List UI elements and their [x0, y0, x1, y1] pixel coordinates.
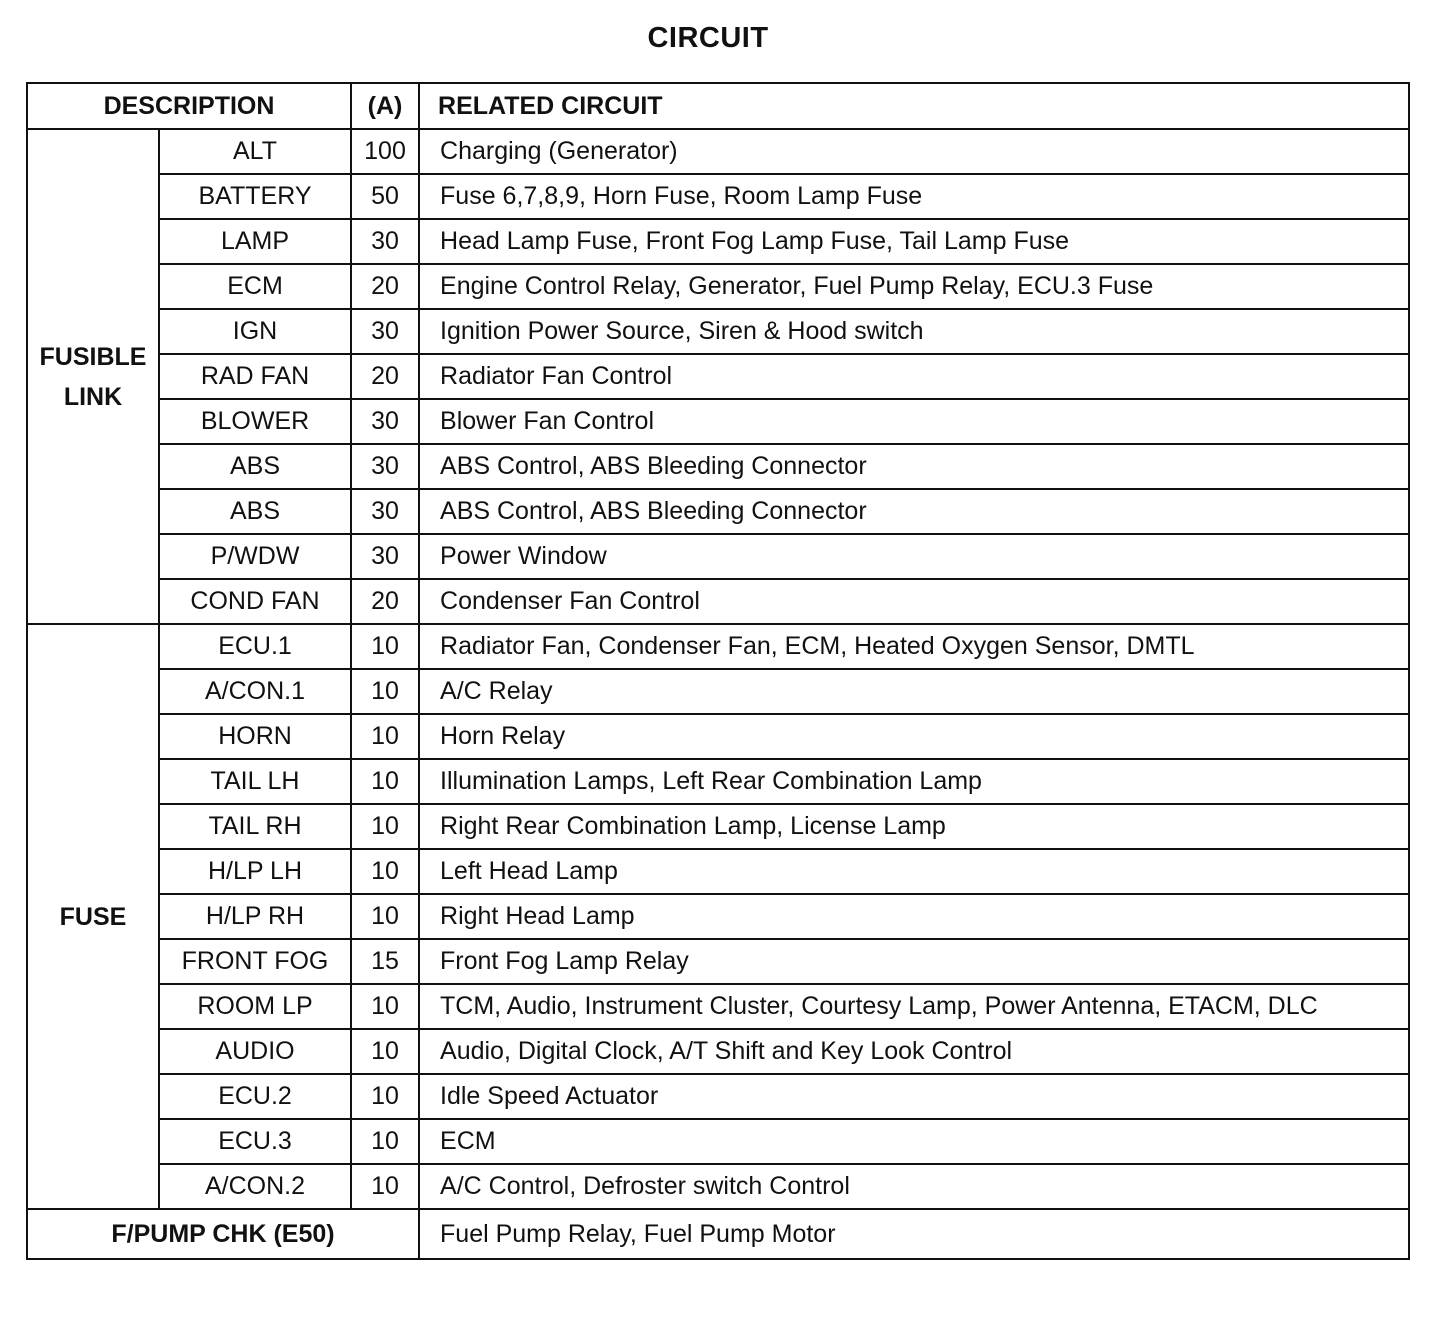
table-row [27, 624, 1409, 669]
fuse-name: ROOM LP [159, 984, 351, 1029]
ampere-value: 10 [351, 714, 419, 759]
table-row [27, 894, 1409, 939]
fuse-name: COND FAN [159, 579, 351, 624]
related-circuit: Right Head Lamp [419, 894, 1409, 939]
header-related-circuit: RELATED CIRCUIT [419, 83, 1409, 129]
fuse-name: LAMP [159, 219, 351, 264]
fuse-name: H/LP RH [159, 894, 351, 939]
related-circuit: A/C Control, Defroster switch Control [419, 1164, 1409, 1209]
related-circuit: Front Fog Lamp Relay [419, 939, 1409, 984]
fuse-name: H/LP LH [159, 849, 351, 894]
ampere-value: 10 [351, 894, 419, 939]
related-circuit: Right Rear Combination Lamp, License Lamp [419, 804, 1409, 849]
related-circuit: Fuse 6,7,8,9, Horn Fuse, Room Lamp Fuse [419, 174, 1409, 219]
fuse-name: BATTERY [159, 174, 351, 219]
ampere-value: 10 [351, 804, 419, 849]
group-label-line: FUSIBLE [39, 342, 147, 371]
table-row [27, 399, 1409, 444]
table-row [27, 714, 1409, 759]
ampere-value: 15 [351, 939, 419, 984]
table-row [27, 354, 1409, 399]
related-circuit: ECM [419, 1119, 1409, 1164]
table-row [27, 534, 1409, 579]
group-label [27, 129, 159, 624]
ampere-value: 30 [351, 489, 419, 534]
related-circuit: Illumination Lamps, Left Rear Combination Lamp [419, 759, 1409, 804]
ampere-value: 10 [351, 669, 419, 714]
related-circuit: Charging (Generator) [419, 129, 1409, 174]
related-circuit: Head Lamp Fuse, Front Fog Lamp Fuse, Tail Lamp Fuse [419, 219, 1409, 264]
ampere-value: 30 [351, 309, 419, 354]
footer-row [27, 1209, 1409, 1259]
group-label-line: LINK [63, 382, 123, 411]
related-circuit: Audio, Digital Clock, A/T Shift and Key Look Control [419, 1029, 1409, 1074]
fuse-name: ECM [159, 264, 351, 309]
table-row [27, 1119, 1409, 1164]
ampere-value: 10 [351, 1164, 419, 1209]
header-description: DESCRIPTION [27, 83, 351, 129]
table-row [27, 1164, 1409, 1209]
page-title: CIRCUIT [647, 22, 769, 54]
fuse-name: A/CON.2 [159, 1164, 351, 1209]
related-circuit: Condenser Fan Control [419, 579, 1409, 624]
ampere-value: 20 [351, 354, 419, 399]
related-circuit: Idle Speed Actuator [419, 1074, 1409, 1119]
related-circuit: Radiator Fan, Condenser Fan, ECM, Heated Oxygen Sensor, DMTL [419, 624, 1409, 669]
table-row [27, 219, 1409, 264]
related-circuit: ABS Control, ABS Bleeding Connector [419, 444, 1409, 489]
group-label [27, 624, 159, 1209]
ampere-value: 10 [351, 1119, 419, 1164]
fuse-name: ALT [159, 129, 351, 174]
table-row [27, 129, 1409, 174]
table-row [27, 939, 1409, 984]
footer-description: F/PUMP CHK (E50) [27, 1209, 419, 1259]
related-circuit: Horn Relay [419, 714, 1409, 759]
table-row [27, 489, 1409, 534]
ampere-value: 20 [351, 264, 419, 309]
table-row [27, 804, 1409, 849]
header-row [27, 83, 1409, 129]
table-row [27, 579, 1409, 624]
table-row [27, 759, 1409, 804]
ampere-value: 30 [351, 219, 419, 264]
ampere-value: 10 [351, 984, 419, 1029]
ampere-value: 30 [351, 399, 419, 444]
ampere-value: 10 [351, 1029, 419, 1074]
ampere-value: 10 [351, 849, 419, 894]
footer-related-circuit: Fuel Pump Relay, Fuel Pump Motor [419, 1209, 1409, 1259]
table-row [27, 444, 1409, 489]
fuse-name: BLOWER [159, 399, 351, 444]
fuse-name: IGN [159, 309, 351, 354]
ampere-value: 20 [351, 579, 419, 624]
fuse-name: ECU.1 [159, 624, 351, 669]
fuse-name: FRONT FOG [159, 939, 351, 984]
fuse-name: AUDIO [159, 1029, 351, 1074]
table-row [27, 984, 1409, 1029]
table-row [27, 264, 1409, 309]
circuit-table [26, 82, 1410, 1260]
table-row [27, 1029, 1409, 1074]
fuse-name: TAIL LH [159, 759, 351, 804]
header-ampere: (A) [351, 83, 419, 129]
related-circuit: Left Head Lamp [419, 849, 1409, 894]
related-circuit: Radiator Fan Control [419, 354, 1409, 399]
fuse-name: ABS [159, 444, 351, 489]
related-circuit: A/C Relay [419, 669, 1409, 714]
ampere-value: 30 [351, 534, 419, 579]
fuse-name: HORN [159, 714, 351, 759]
group-label-line: FUSE [59, 902, 127, 931]
ampere-value: 10 [351, 1074, 419, 1119]
fuse-name: ECU.2 [159, 1074, 351, 1119]
fuse-name: ABS [159, 489, 351, 534]
table-row [27, 669, 1409, 714]
related-circuit: Engine Control Relay, Generator, Fuel Pump Relay, ECU.3 Fuse [419, 264, 1409, 309]
table-row [27, 1074, 1409, 1119]
table-row [27, 849, 1409, 894]
fuse-name: RAD FAN [159, 354, 351, 399]
fuse-name: A/CON.1 [159, 669, 351, 714]
related-circuit: Blower Fan Control [419, 399, 1409, 444]
table-row [27, 174, 1409, 219]
related-circuit: Ignition Power Source, Siren & Hood switch [419, 309, 1409, 354]
table-body [27, 129, 1409, 1209]
related-circuit: ABS Control, ABS Bleeding Connector [419, 489, 1409, 534]
ampere-value: 100 [351, 129, 419, 174]
ampere-value: 50 [351, 174, 419, 219]
fuse-name: P/WDW [159, 534, 351, 579]
fuse-name: ECU.3 [159, 1119, 351, 1164]
table-row [27, 309, 1409, 354]
ampere-value: 10 [351, 759, 419, 804]
ampere-value: 30 [351, 444, 419, 489]
ampere-value: 10 [351, 624, 419, 669]
related-circuit: Power Window [419, 534, 1409, 579]
related-circuit: TCM, Audio, Instrument Cluster, Courtesy Lamp, Power Antenna, ETACM, DLC [419, 984, 1409, 1029]
fuse-name: TAIL RH [159, 804, 351, 849]
